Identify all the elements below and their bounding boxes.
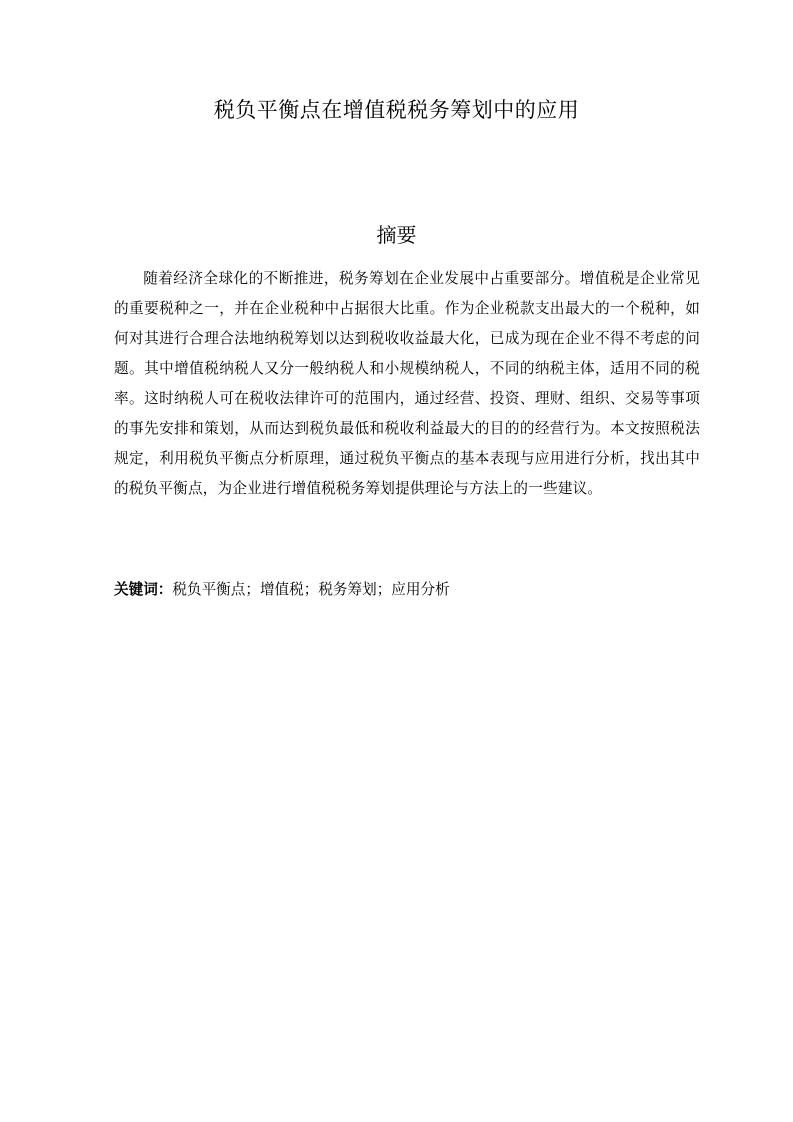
keywords-line	[114, 575, 700, 605]
keywords-value: 税负平衡点；增值税；税务筹划；应用分析	[172, 581, 450, 598]
keywords-label: 关键词：	[114, 581, 173, 598]
abstract-heading: 摘要	[376, 223, 417, 247]
abstract-paragraph: 随着经济全球化的不断推进，税务筹划在企业发展中占重要部分。增值税是企业常见的重要税种之一，并在企业税种中占据很大比重。作为企业税款支出最大的一个税种，如何对其进行合理合法地纳税筹划以达到税收收益最大化，已成为现在企业不得不考虑的问题。其中增值税纳税人又分一般纳税人和小规模纳税人，不同的纳税主体，适用不同的税率。这时纳税人可在税收法律许可的范围内，通过经营、投资、理财、组织、交易等事项的事先安排和策划，从而达到税负最低和税收利益最大的目的的经营行为。本文按照税法规定，利用税负平衡点分析原理，通过税负平衡点的基本表现与应用进行分析，找出其中的税负平衡点，为企业进行增值税税务筹划提供理论与方法上的一些建议。	[114, 270, 700, 497]
page-title: 税负平衡点在增值税税务筹划中的应用	[213, 98, 580, 122]
